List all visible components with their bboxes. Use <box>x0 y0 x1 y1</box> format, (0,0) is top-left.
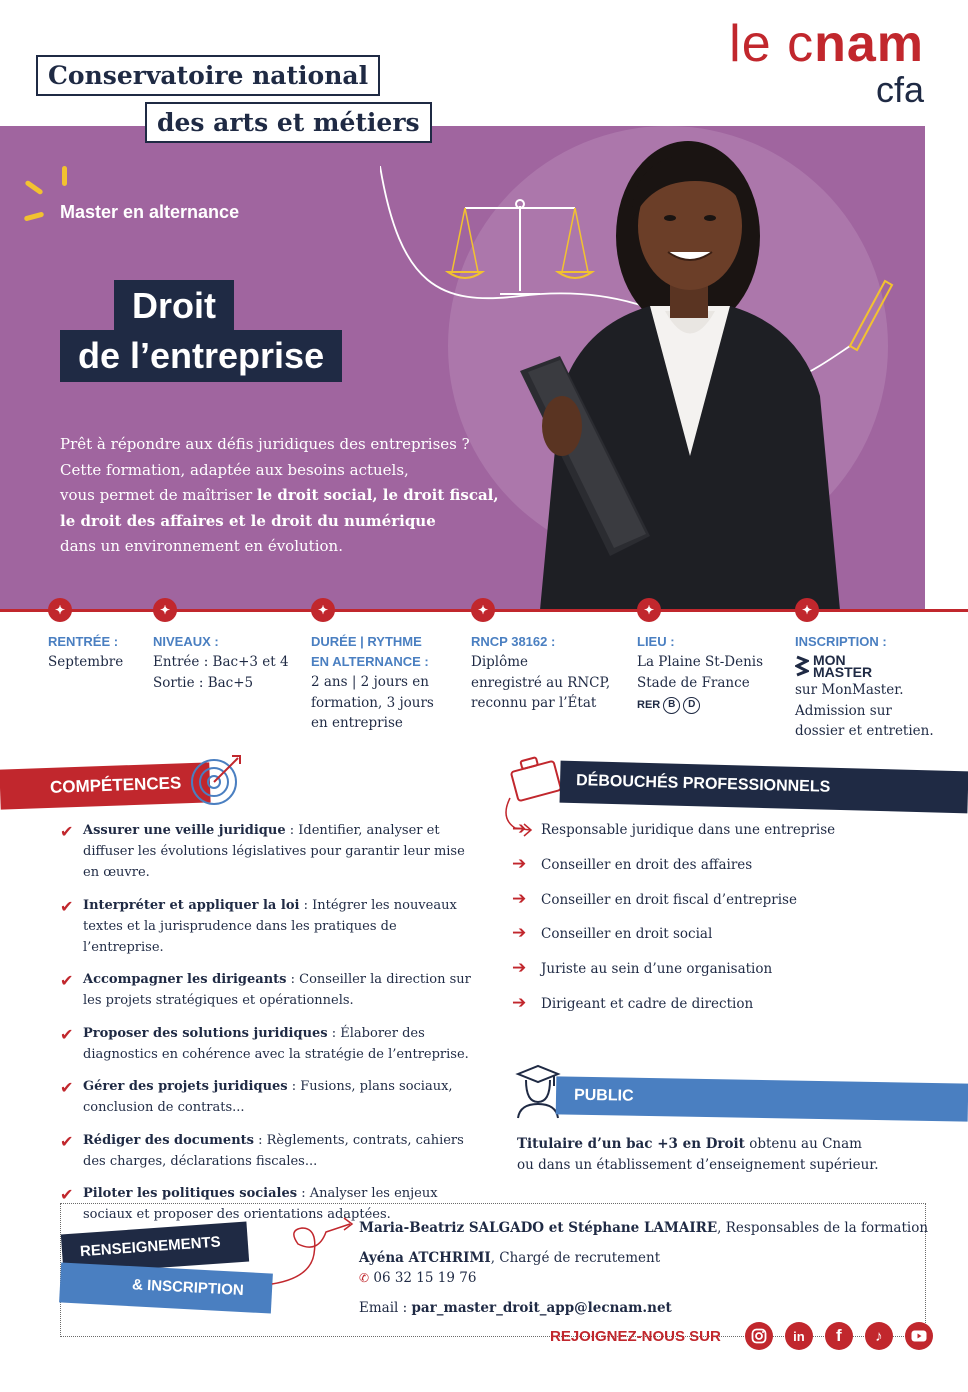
info-niveaux <box>153 598 289 693</box>
intro-line: vous permet de maîtriser le droit social, le droit fiscal, <box>60 486 499 504</box>
logo-bold-text: nam <box>814 15 924 73</box>
instagram-icon[interactable] <box>745 1322 773 1350</box>
info-duree <box>311 598 434 734</box>
spark-decoration <box>24 180 43 196</box>
arrow-right-icon: ➔ <box>512 888 527 909</box>
info-inscription <box>795 598 934 742</box>
debouche-item: ➔ Conseiller en droit fiscal d’entreprise <box>512 888 797 909</box>
cnam-cfa-logo <box>729 15 924 110</box>
info-value: Diplôme <box>471 654 529 670</box>
intro-line: Cette formation, adaptée aux besoins actuels, <box>60 460 409 479</box>
institution-title-line1: Conservatoire national <box>36 55 380 96</box>
arrow-right-icon: ➔ <box>512 853 527 874</box>
recruteur-name: Ayéna ATCHRIMI <box>359 1250 491 1266</box>
info-value: Sortie : Bac+5 <box>153 674 254 691</box>
rer-lines-badge <box>637 697 700 714</box>
facebook-icon[interactable]: f <box>825 1322 853 1350</box>
info-label: LIEU : <box>637 634 675 649</box>
info-label: NIVEAUX : <box>153 634 219 649</box>
competence-item: ✔ Accompagner les dirigeants : Conseiller la direction sur les projets stratégiques et opérationnels. <box>60 971 471 1008</box>
monmaster-logo: MON MASTER <box>795 654 934 678</box>
competence-item: ✔ Proposer des solutions juridiques : Élaborer des diagnostics en cohérence avec la stratégie de l’entreprise. <box>60 1024 469 1062</box>
location-pin-icon: ✦ <box>48 598 72 622</box>
info-value: formation, 3 jours <box>311 694 434 711</box>
location-pin-icon: ✦ <box>153 598 177 622</box>
rer-line-icon: B <box>663 697 680 714</box>
debouche-item: ➔ Conseiller en droit des affaires <box>512 853 753 874</box>
info-rentree <box>48 598 123 673</box>
student-portrait-image <box>500 126 925 610</box>
intro-line: Prêt à répondre aux défis juridiques des entreprises ? <box>60 435 470 453</box>
competences-header <box>0 762 211 809</box>
logo-cfa-text: cfa <box>875 69 924 110</box>
info-label: RENTRÉE : <box>48 634 119 649</box>
institution-title-line2: des arts et métiers <box>145 102 432 143</box>
arrow-right-icon: ➔ <box>512 923 527 944</box>
intro-line: dans un environnement en évolution. <box>60 537 343 555</box>
info-rncp <box>471 598 610 714</box>
debouche-item: ➔ Conseiller en droit social <box>512 923 713 944</box>
competence-item: ✔ Rédiger des documents : Règlements, contrats, cahiers des charges, déclarations fiscales... <box>60 1131 464 1169</box>
tiktok-icon[interactable]: ♪ <box>865 1322 893 1350</box>
info-label: EN ALTERNANCE : <box>311 654 429 669</box>
social-label: REJOIGNEZ-NOUS SUR <box>550 1327 721 1345</box>
social-links <box>550 1322 933 1350</box>
info-value: 2 ans | 2 jours en <box>311 674 429 690</box>
info-value: Stade de France <box>637 674 750 691</box>
info-value: Entrée : Bac+3 et 4 <box>153 654 289 670</box>
location-pin-icon: ✦ <box>795 598 819 622</box>
connector-line-decoration <box>270 1214 360 1286</box>
checkmark-icon: ✔ <box>60 971 74 990</box>
info-value: Admission sur <box>795 702 892 719</box>
email-link[interactable]: par_master_droit_app@lecnam.net <box>411 1300 672 1316</box>
checkmark-icon: ✔ <box>60 1185 74 1204</box>
location-pin-icon: ✦ <box>471 598 495 622</box>
info-value: La Plaine St-Denis <box>637 654 764 670</box>
monmaster-mark-icon <box>795 655 809 677</box>
debouche-item: ➔ Dirigeant et cadre de direction <box>512 992 754 1013</box>
arrow-right-icon: ➔ <box>512 992 527 1013</box>
info-lieu <box>637 598 763 714</box>
info-label: RNCP 38162 : <box>471 634 556 649</box>
spark-decoration <box>24 211 45 221</box>
public-title: PUBLIC <box>573 1086 634 1105</box>
competence-item: ✔ Piloter les politiques sociales : Analyser les enjeux sociaux et proposer des orientations adaptées. <box>60 1185 438 1222</box>
phone-icon: ✆ <box>359 1271 370 1285</box>
debouches-header <box>560 761 968 814</box>
info-label: INSCRIPTION : <box>795 634 887 649</box>
youtube-icon[interactable] <box>905 1322 933 1350</box>
info-value: sur MonMaster. <box>795 682 904 698</box>
renseignements-label: RENSEIGNEMENTS <box>61 1222 249 1275</box>
public-header <box>556 1076 968 1121</box>
checkmark-icon: ✔ <box>60 1078 74 1097</box>
competence-item: ✔ Gérer des projets juridiques : Fusions, plans sociaux, conclusion de contrats... <box>60 1078 453 1115</box>
rer-line-icon: D <box>683 697 700 714</box>
public-description: Titulaire d’un bac +3 en Droit obtenu au Cnam ou dans un établissement d’enseignement supérieur. <box>517 1136 879 1173</box>
checkmark-icon: ✔ <box>60 1131 74 1151</box>
checkmark-icon: ✔ <box>60 1024 74 1044</box>
logo-light-text: le c <box>729 15 815 73</box>
hero-banner <box>0 126 925 610</box>
inscription-label: & INSCRIPTION <box>59 1262 273 1313</box>
info-value: en entreprise <box>311 715 403 731</box>
debouches-title: DÉBOUCHÉS PROFESSIONNELS <box>575 772 831 796</box>
arrow-right-icon: ➔ <box>512 819 527 839</box>
competences-list <box>60 820 480 1237</box>
info-value: reconnu par l’État <box>471 695 597 711</box>
competence-item: ✔ Interpréter et appliquer la loi : Intégrer les nouveaux textes et la jurisprudence dans les pratiques de l’entreprise. <box>60 896 457 955</box>
checkmark-icon: ✔ <box>60 896 74 916</box>
info-value: dossier et entretien. <box>795 723 934 739</box>
rer-label: RER <box>637 699 661 711</box>
program-kicker: Master en alternance <box>60 202 240 222</box>
program-intro <box>60 432 530 560</box>
contact-details: Maria-Beatriz SALGADO et Stéphane LAMAIRE, Responsables de la formation Ayéna ATCHRIMI, Chargé de recrutement ✆ 06 32 15 19 76 Email : par_master_droit_app@lecnam.net <box>359 1220 929 1316</box>
debouches-list <box>512 820 835 1029</box>
intro-line: le droit des affaires et le droit du numérique <box>60 511 436 530</box>
target-icon <box>186 750 246 810</box>
info-label: DURÉE | RYTHME <box>311 634 422 649</box>
location-pin-icon: ✦ <box>311 598 335 622</box>
program-title-line2: de l’entreprise <box>60 330 342 382</box>
checkmark-icon: ✔ <box>60 822 74 841</box>
info-value: enregistré au RNCP, <box>471 674 611 691</box>
info-value: Septembre <box>48 654 124 670</box>
program-title-line1: Droit <box>114 280 234 332</box>
competences-title: COMPÉTENCES <box>49 773 182 797</box>
debouche-item: ➔ Juriste au sein d’une organisation <box>512 958 773 979</box>
phone-number[interactable]: 06 32 15 19 76 <box>373 1270 477 1286</box>
responsables-names: Maria-Beatriz SALGADO et Stéphane LAMAIRE <box>359 1220 718 1236</box>
debouche-item: ➔ Responsable juridique dans une entreprise <box>512 819 836 839</box>
competence-item: ✔ Assurer une veille juridique : Identifier, analyser et diffuser les évolutions législatives pour garantir leur mise en œuvre. <box>60 822 465 880</box>
location-pin-icon: ✦ <box>637 598 661 622</box>
arrow-right-icon: ➔ <box>512 958 527 979</box>
linkedin-icon[interactable]: in <box>785 1322 813 1350</box>
spark-decoration <box>62 166 67 186</box>
